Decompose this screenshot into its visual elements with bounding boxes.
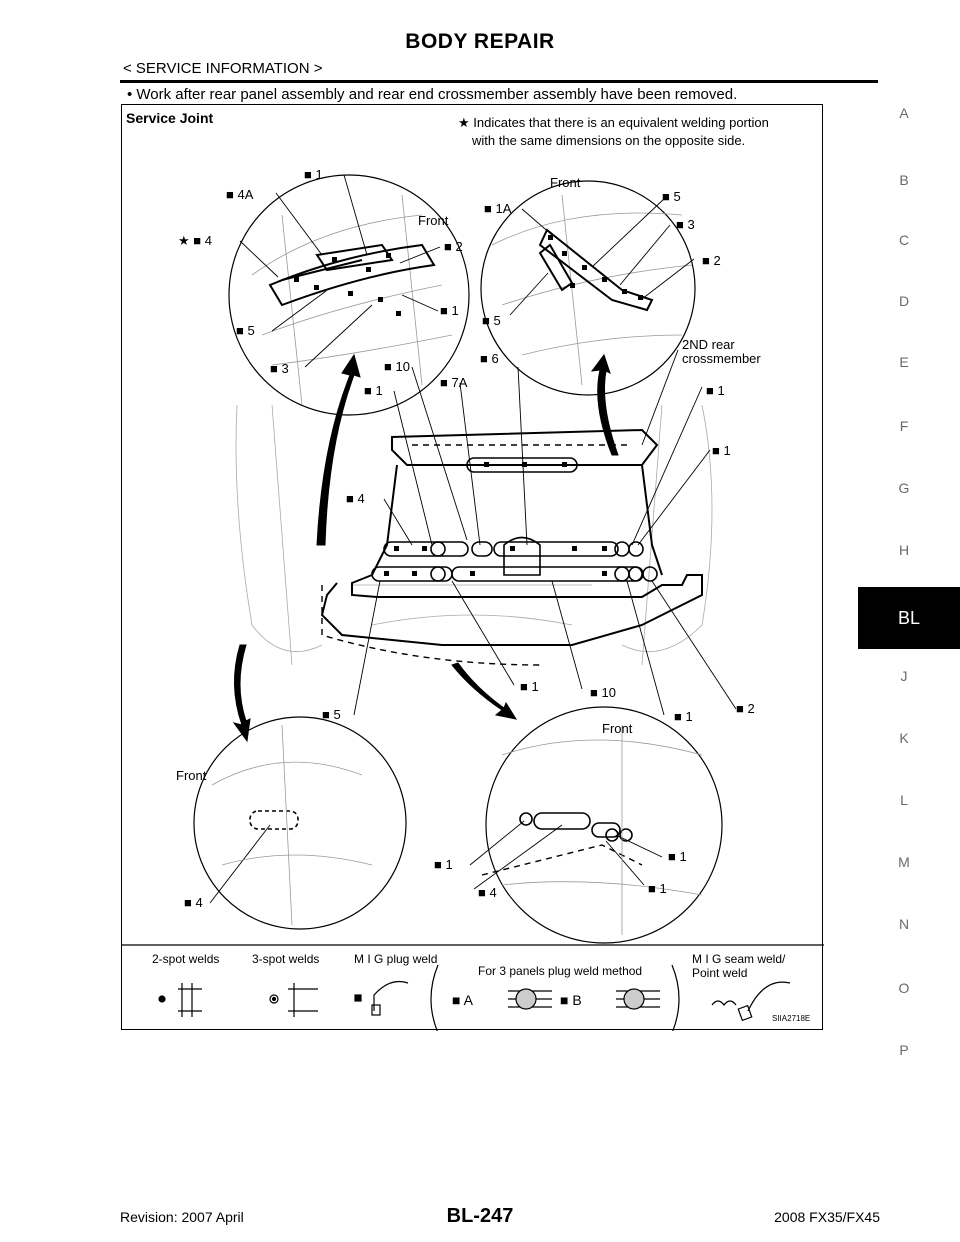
callout: ■ 4 — [184, 895, 203, 910]
legend-spot3: 3-spot welds — [252, 952, 320, 966]
sketch-bottom-right — [502, 725, 702, 935]
callout: ■ 1 — [304, 167, 323, 182]
crossmember-main — [322, 430, 702, 645]
sketch-bottom-left — [212, 725, 372, 925]
side-index-letter[interactable]: C — [898, 232, 910, 248]
header-rule — [120, 80, 878, 83]
callout: ■ 3 — [270, 361, 289, 376]
callout: ■ 1 — [520, 679, 539, 694]
callout: ■ 1 — [440, 303, 459, 318]
callout: ■ 1 — [364, 383, 383, 398]
callout: ■ 10 — [384, 359, 410, 374]
callout: ■ 1 — [706, 383, 725, 398]
legend-method-b: ■ B — [560, 992, 582, 1008]
dashed-outline — [322, 445, 642, 875]
side-index-letter[interactable]: G — [898, 480, 910, 496]
side-index-letter[interactable]: F — [899, 418, 909, 434]
legend-mig-seam-1: M I G seam weld/ — [692, 952, 786, 966]
side-index-letter[interactable]: H — [898, 542, 910, 558]
callout: ■ 2 — [444, 239, 463, 254]
callout: ■ 1 — [648, 881, 667, 896]
footer-model: 2008 FX35/FX45 — [774, 1209, 880, 1225]
callout: ■ 1 — [434, 857, 453, 872]
sketch-top-right — [492, 195, 692, 385]
footer-revision: Revision: 2007 April — [120, 1209, 244, 1225]
callout: ■ 4A — [226, 187, 254, 202]
side-index-letter[interactable]: P — [899, 1042, 909, 1058]
callout: ■ 5 — [322, 707, 341, 722]
legend-three-panels: For 3 panels plug weld method — [478, 964, 643, 978]
panel-bottom-right — [520, 813, 632, 841]
callout: Front — [550, 175, 581, 190]
callout: ■ 5 — [482, 313, 501, 328]
detail-circle-top-right — [481, 181, 695, 395]
figure-code: SIIA2718E — [772, 1014, 811, 1023]
side-index-letter[interactable]: J — [900, 668, 908, 684]
side-index-letter[interactable]: K — [899, 730, 909, 746]
callout: ■ 1 — [674, 709, 693, 724]
side-index-letter[interactable]: O — [898, 980, 910, 996]
page-title: BODY REPAIR — [405, 30, 555, 53]
footer-page-number: BL-247 — [446, 1205, 514, 1227]
side-index-letter[interactable]: D — [898, 293, 910, 309]
callout: ■ 10 — [590, 685, 616, 700]
figure-title: Service Joint — [126, 110, 214, 126]
callout: Front — [602, 721, 633, 736]
side-index-letter[interactable]: M — [898, 854, 910, 870]
legend-spot2: 2-spot welds — [152, 952, 220, 966]
section-label: < SERVICE INFORMATION > — [123, 60, 323, 77]
side-index-active-tab[interactable]: BL — [858, 587, 960, 649]
panel-top-right — [540, 230, 652, 310]
service-joint-figure — [121, 104, 823, 1030]
callout: ■ 1 — [668, 849, 687, 864]
callout: ■ 1A — [484, 201, 512, 216]
callout: ■ 4 — [478, 885, 497, 900]
legend-method-a: ■ A — [452, 992, 473, 1008]
welds-top-left — [294, 253, 401, 316]
callout: ■ 4 — [346, 491, 365, 506]
callout: ■ 5 — [662, 189, 681, 204]
side-index-letter[interactable]: E — [899, 354, 909, 370]
callout: ■ 2 — [702, 253, 721, 268]
callout: ■ 7A — [440, 375, 468, 390]
side-index-letter[interactable]: N — [898, 916, 910, 932]
service-joint-diagram — [122, 105, 824, 1031]
side-index-letter[interactable]: B — [899, 172, 909, 188]
callout: Front — [176, 768, 207, 783]
callout: Front — [418, 213, 449, 228]
panel-bottom-left — [250, 811, 298, 829]
callout: ■ 5 — [236, 323, 255, 338]
figure-note-line1: ★ Indicates that there is an equivalent welding portion — [458, 115, 769, 130]
detail-circle-bottom-right — [486, 707, 722, 943]
detail-circle-bottom-left — [194, 717, 406, 929]
figure-note-line2: with the same dimensions on the opposite side. — [472, 133, 746, 148]
callout: 2ND rear — [682, 337, 735, 352]
intro-bullet: • Work after rear panel assembly and rear end crossmember assembly have been removed. — [127, 86, 738, 103]
side-index-letter[interactable]: L — [900, 792, 908, 808]
callout: ■ 2 — [736, 701, 755, 716]
callout: crossmember — [682, 351, 761, 366]
side-index-letter[interactable]: A — [899, 105, 909, 121]
callout: ★ ■ 4 — [178, 233, 212, 248]
callout: ■ 3 — [676, 217, 695, 232]
welds-main — [384, 462, 607, 576]
callout: ■ 6 — [480, 351, 499, 366]
legend-mig-plug: M I G plug weld — [354, 952, 438, 966]
legend-mig-seam-2: Point weld — [692, 966, 748, 980]
callout: ■ 1 — [712, 443, 731, 458]
